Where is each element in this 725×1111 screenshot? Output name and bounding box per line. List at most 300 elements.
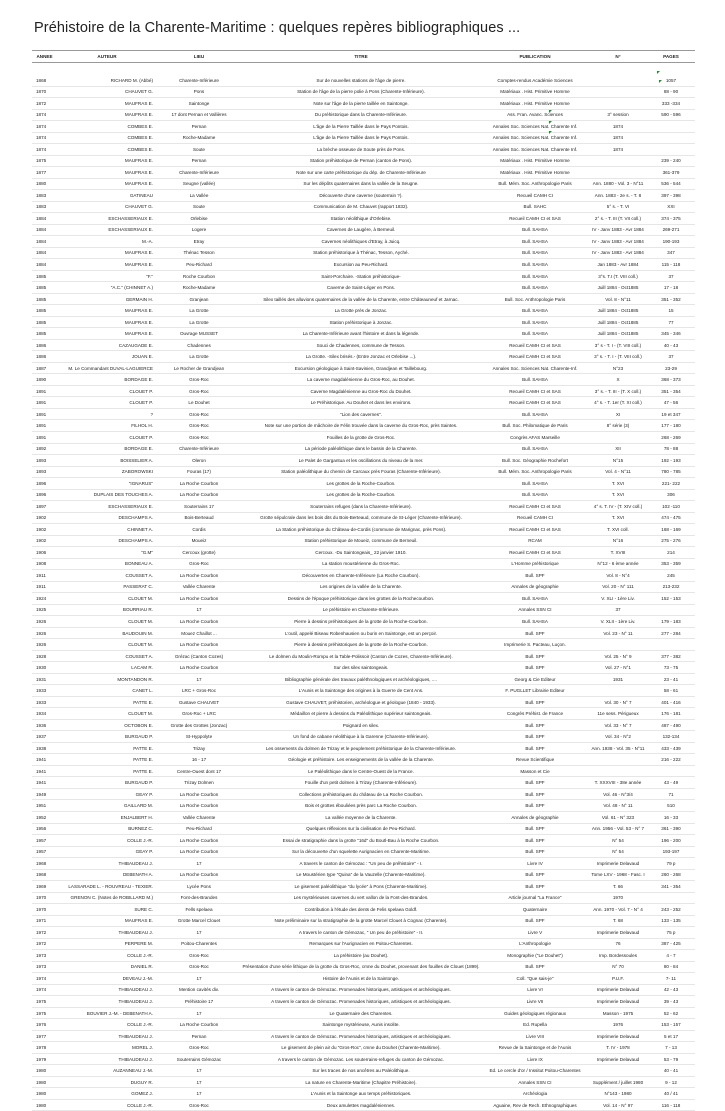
numero-cell: V. XLI - 1ère Liv.	[589, 593, 647, 605]
numero-cell: T. XVI coll.	[589, 524, 647, 536]
table-row	[32, 915, 695, 927]
publication-cell: Annales de géographie	[481, 812, 589, 824]
pages-cell: 306	[647, 489, 695, 501]
titre-cell: Souci de Chadennes, commune de Tesson.	[241, 339, 481, 351]
annee-cell: 1893	[32, 466, 57, 478]
publication-cell: Revue Scientifique	[481, 754, 589, 766]
publication-cell: Livre IV	[481, 858, 589, 870]
titre-cell: Le gisement de plein air du "Gros-Roc", cmne du Douhet (Charente-Maritime).	[241, 1042, 481, 1054]
annee-cell: 1952	[32, 812, 57, 824]
publication-cell: Ed. Le cercle d'or / Inssitut Poitou-Charentes	[481, 1065, 589, 1077]
table-row	[32, 846, 695, 858]
auteur-cell: CLOUET M.	[57, 616, 157, 628]
annee-cell: 1902	[32, 535, 57, 547]
titre-cell: Poignard en silex.	[241, 719, 481, 731]
table-row	[32, 213, 695, 225]
annee-cell: 1956	[32, 823, 57, 835]
lieu-cell: Vallée Charente	[157, 581, 241, 593]
publication-cell: Congrès Préhist. de France	[481, 708, 589, 720]
auteur-cell: THIBAUDEAU J.	[57, 1030, 157, 1042]
publication-cell: Recueil CAMH CI et SAS	[481, 385, 589, 397]
numero-cell: 1874	[589, 132, 647, 144]
titre-cell: La nature en Charente-Maritime (Chapitre Préhistoire).	[241, 1076, 481, 1088]
header-publication: PUBLICATION	[481, 51, 589, 63]
annee-cell: 1928	[32, 650, 57, 662]
publication-cell: RCAM	[481, 535, 589, 547]
auteur-cell: ENJALBERT H.	[57, 812, 157, 824]
auteur-cell: COMBES E.	[57, 144, 157, 156]
annee-cell: 1941	[32, 754, 57, 766]
numero-cell: IV - Janv 1883 - Avr 1884	[589, 224, 647, 236]
table-row	[32, 950, 695, 962]
numero-cell: N°16	[589, 535, 647, 547]
numero-cell	[589, 639, 647, 651]
pages-cell: 190-193	[647, 236, 695, 248]
titre-cell: Cavernes néolithiques d'Etray, à Juicq.	[241, 236, 481, 248]
publication-cell: Bull. SPF	[481, 823, 589, 835]
lieu-cell: La Roche Courbon	[157, 593, 241, 605]
annee-cell: 1874	[32, 121, 57, 133]
pages-cell: 377 - 382	[647, 650, 695, 662]
publication-cell: Bull. SPF	[481, 915, 589, 927]
publication-cell: Comptes-rendus Académie Sciences	[481, 75, 589, 86]
numero-cell: Vol. 48 - N° 11	[589, 800, 647, 812]
auteur-cell: PATTE E.	[57, 696, 157, 708]
publication-cell: Livre VII	[481, 996, 589, 1008]
numero-cell: Juill 1884 - Oct1885	[589, 305, 647, 317]
annee-cell: 1884	[32, 213, 57, 225]
pages-cell: 43 - 49	[647, 777, 695, 789]
annee-cell: 1891	[32, 420, 57, 432]
numero-cell: Vol. 27 - N°1	[589, 662, 647, 674]
titre-cell: Contribution à l'étude des dents de Felis spelaea Goldf.	[241, 904, 481, 916]
lieu-cell: Ouvrage MUSSET	[157, 328, 241, 340]
annee-cell: 1976	[32, 1019, 57, 1031]
pages-cell	[647, 121, 695, 133]
auteur-cell: MAUFRAS E.	[57, 167, 157, 179]
titre-cell: La Grotte. -Silex brisés.- (Entre Jonzac et Orlebise ...).	[241, 351, 481, 363]
auteur-cell: CLOUET P.	[57, 385, 157, 397]
pages-cell: 179 - 183	[647, 616, 695, 628]
titre-cell: Deux amulettes magdaléniennes.	[241, 1099, 481, 1111]
titre-cell: Le préhistoire en Charente-Inférieure.	[241, 604, 481, 616]
titre-cell: Sur la découverte d'un squelette Aurignacien en Charente-Maritime.	[241, 846, 481, 858]
lieu-cell: Gros-Roc	[157, 374, 241, 386]
auteur-cell: MOREL J.	[57, 1042, 157, 1054]
cell-comment-marker	[659, 80, 662, 83]
titre-cell: Gustave CHAUVET, préhistorien, archéologue et géologue (1840 - 1933).	[241, 696, 481, 708]
table-row	[32, 339, 695, 351]
titre-cell: Note sur l'âge de la pierre taillée en Saintonge.	[241, 98, 481, 110]
numero-cell	[589, 75, 647, 86]
annee-cell: 1970	[32, 904, 57, 916]
table-row	[32, 547, 695, 559]
pages-cell	[647, 132, 695, 144]
annee-cell: 1891	[32, 397, 57, 409]
numero-cell: N°143 - 1980	[589, 1088, 647, 1100]
titre-cell: Présentation d'une série lithique de la grotte du Gros-Roc, cmne du Douhet, provenant des fouilles de Clouet (1899).	[241, 961, 481, 973]
lieu-cell: Chadennes	[157, 339, 241, 351]
publication-cell: F. PUGLLET Librairie Editeur	[481, 685, 589, 697]
lieu-cell: Trizay Dolmen	[157, 777, 241, 789]
publication-cell: Recueil CAMH CI et SAS	[481, 213, 589, 225]
lieu-cell: LRC + Gros-Roc	[157, 685, 241, 697]
publication-cell: Annales Soc. Sciences Nat. Charente Inf.	[481, 132, 589, 144]
bibliography-table	[32, 50, 695, 1111]
lieu-cell: Grotte des Grottes (Jonzac)	[157, 719, 241, 731]
numero-cell: Imprimerie Delavaud	[589, 858, 647, 870]
annee-cell: 1936	[32, 719, 57, 731]
publication-cell: Bull. SAHSA	[481, 236, 589, 248]
auteur-cell: GATINEAU	[57, 190, 157, 202]
publication-cell: Livre V	[481, 927, 589, 939]
annee-cell: 1972	[32, 938, 57, 950]
annee-cell: 1957	[32, 846, 57, 858]
auteur-cell: MAUFRAS E.	[57, 247, 157, 259]
titre-cell: Grotte sépulcrale dans les bois dits du Bois-Berteaud, commune de St-Léger (Charente-Inférieure).	[241, 512, 481, 524]
pages-cell	[647, 765, 695, 777]
lieu-cell: Poitou-Charentes	[157, 938, 241, 950]
auteur-cell: DEVEAU J.-M.	[57, 973, 157, 985]
lieu-cell: Seugne (vallée)	[157, 178, 241, 190]
auteur-cell: CLOUET M.	[57, 593, 157, 605]
annee-cell: 1890	[32, 374, 57, 386]
numero-cell: Imprimerie Delavaud	[589, 996, 647, 1008]
lieu-cell: La Roche Courbon	[157, 788, 241, 800]
publication-cell: Bull. SPF	[481, 961, 589, 973]
numero-cell: Imprimerie Delavaud	[589, 984, 647, 996]
titre-cell: Dessins de l'époque préhistorique dans les grottes de la Rochecourbon.	[241, 593, 481, 605]
header-numero: N°	[589, 51, 647, 63]
titre-cell: A travers le canton de Gémozac. Promenades historiques, artistiques et archéologiques.	[241, 996, 481, 1008]
auteur-cell: JOUAN E.	[57, 351, 157, 363]
pages-cell: 37	[647, 270, 695, 282]
numero-cell: T. XVIII	[589, 547, 647, 559]
auteur-cell: CANET L.	[57, 685, 157, 697]
pages-cell: 268 - 269	[647, 431, 695, 443]
lieu-cell: Mention cavités div.	[157, 984, 241, 996]
spacer-row	[32, 63, 695, 76]
numero-cell: T. XXXVIII - 38e année	[589, 777, 647, 789]
annee-cell: 1886	[32, 339, 57, 351]
numero-cell: 1931	[589, 673, 647, 685]
lieu-cell: Gros-Roc	[157, 961, 241, 973]
table-row	[32, 869, 695, 881]
numero-cell: Masson - 1975	[589, 1007, 647, 1019]
annee-cell: 1886	[32, 351, 57, 363]
auteur-cell: BOISSELIER A.	[57, 455, 157, 467]
auteur-cell: PATTE E.	[57, 765, 157, 777]
lieu-cell: Cercoux (grotte)	[157, 547, 241, 559]
table-row	[32, 650, 695, 662]
annee-cell: 1874	[32, 109, 57, 121]
titre-cell: Station préhistorique de Pernan (canton de Pons).	[241, 155, 481, 167]
titre-cell: Collections préhistoriques du château de La Roche Courbon.	[241, 788, 481, 800]
publication-cell: Recueil CAMH CI et SAS	[481, 339, 589, 351]
lieu-cell: La Roche Courbon	[157, 835, 241, 847]
auteur-cell: BURNEZ C.	[57, 823, 157, 835]
publication-cell: Bull. SPF	[481, 777, 589, 789]
cell-comment-marker	[549, 131, 552, 134]
titre-cell: Sur de nouvelles stations de l'âge de pierre.	[241, 75, 481, 86]
titre-cell: Le Préhistorique. Au Douhet et dans les environs.	[241, 397, 481, 409]
lieu-cell: La Roche Courbon	[157, 489, 241, 501]
auteur-cell: MAUFRAS E.	[57, 109, 157, 121]
publication-cell: Bull. SPF	[481, 835, 589, 847]
numero-cell: 11e sess. Périgueux	[589, 708, 647, 720]
titre-cell: Les mystérieuses cavernes du vert vallon de la Font-des-Brandes.	[241, 892, 481, 904]
numero-cell: 3° session	[589, 109, 647, 121]
auteur-cell: GRENON C. (Notes de ROBILLARD M.)	[57, 892, 157, 904]
publication-cell: Monographie ("Le Douhet")	[481, 950, 589, 962]
auteur-cell: DESCHAMPS A.	[57, 512, 157, 524]
publication-cell: Matériaux . Hist. Primitive Homme	[481, 167, 589, 179]
publication-cell: Matériaux . Hist. Primitive Homme	[481, 86, 589, 98]
titre-cell: Les origines de la vallée de la Charente.	[241, 581, 481, 593]
publication-cell: Recueil CAMH CI et SAS	[481, 397, 589, 409]
header-auteur: AUTEUR	[57, 51, 157, 63]
numero-cell: N°15	[589, 455, 647, 467]
publication-cell: Annales Soc. Sciences Nat. Charente Inf.	[481, 121, 589, 133]
titre-cell: La station moustérienne du Gros-Roc.	[241, 558, 481, 570]
titre-cell: Le Palet de Gargantua et les oscillations du niveau de la mer.	[241, 455, 481, 467]
table-row	[32, 662, 695, 674]
pages-cell: 361-379	[647, 167, 695, 179]
annee-cell: 1874	[32, 132, 57, 144]
table-row	[32, 904, 695, 916]
annee-cell: 1868	[32, 75, 57, 86]
numero-cell: Imprimerie Delavaud	[589, 1030, 647, 1042]
auteur-cell: MAUFRAS E.	[57, 155, 157, 167]
auteur-cell: M. Le Commandant DUVAL-LAGUIERCE	[57, 362, 157, 374]
header-pages: PAGES	[647, 51, 695, 63]
auteur-cell: MAUFRAS E.	[57, 915, 157, 927]
auteur-cell: COMBES E.	[57, 132, 157, 144]
publication-cell: Bull. SAHC	[481, 201, 589, 213]
table-row	[32, 639, 695, 651]
pages-cell: 239 - 240	[647, 155, 695, 167]
numero-cell: Ann. 1970 - Vol. 7 - N° 4	[589, 904, 647, 916]
lieu-cell: 17	[157, 673, 241, 685]
table-row	[32, 75, 695, 86]
pages-cell: 243 - 252	[647, 904, 695, 916]
pages-cell: 192 - 193	[647, 455, 695, 467]
annee-cell: 1885	[32, 282, 57, 294]
table-row	[32, 604, 695, 616]
pages-cell: 23 - 41	[647, 673, 695, 685]
titre-cell: Souterrains refuges (dans la Charente-Inférieure).	[241, 501, 481, 513]
table-row	[32, 984, 695, 996]
pages-cell: 177 - 180	[647, 420, 695, 432]
pages-cell: XXI	[647, 201, 695, 213]
annee-cell: 1979	[32, 1053, 57, 1065]
auteur-cell: DEBENATH A.	[57, 869, 157, 881]
pages-cell: 536 - 544	[647, 178, 695, 190]
lieu-cell: 17	[157, 1088, 241, 1100]
table-row	[32, 420, 695, 432]
publication-cell: Bull. SPF	[481, 788, 589, 800]
pages-cell: 347	[647, 247, 695, 259]
numero-cell: T. XVI	[589, 489, 647, 501]
publication-cell: Bull. Mém. Soc. Anthropologie Paris	[481, 178, 589, 190]
table-row	[32, 685, 695, 697]
numero-cell: V. XLII - 1ère Liv.	[589, 616, 647, 628]
lieu-cell: Gros-Roc	[157, 431, 241, 443]
publication-cell: L'Homme préhistorique	[481, 558, 589, 570]
lieu-cell: Souterrains 17	[157, 501, 241, 513]
annee-cell: 1968	[32, 869, 57, 881]
lieu-cell: Gros-Roc	[157, 385, 241, 397]
numero-cell: 1874	[589, 144, 647, 156]
auteur-cell: DUGUY R.	[57, 1076, 157, 1088]
table-row	[32, 558, 695, 570]
numero-cell: Juill 1884 - Oct1885	[589, 316, 647, 328]
annee-cell: 1980	[32, 1076, 57, 1088]
lieu-cell: Le Rocher de Grandjean	[157, 362, 241, 374]
titre-cell: "Lion des cavernes".	[241, 408, 481, 420]
numero-cell	[589, 685, 647, 697]
table-row	[32, 98, 695, 110]
titre-cell: Histoire de l'Aunis et de la Saintonge.	[241, 973, 481, 985]
publication-cell: Bull. SPF	[481, 881, 589, 893]
lieu-cell: Pernan	[157, 1030, 241, 1042]
numero-cell: 3°s. T.I (T. VIII coll.)	[589, 270, 647, 282]
pages-cell: 353 - 359	[647, 558, 695, 570]
titre-cell: Découverte d'une caverne (souterrain ?).	[241, 190, 481, 202]
numero-cell: Ann. 1938 - Vol. 35 - N°11	[589, 742, 647, 754]
table-row	[32, 374, 695, 386]
auteur-cell: ESCHASSERIAUX E.	[57, 501, 157, 513]
table-row	[32, 812, 695, 824]
pages-cell: 216 - 222	[647, 754, 695, 766]
table-row	[32, 938, 695, 950]
annee-cell: 1938	[32, 742, 57, 754]
publication-cell: Bull. SAHSA	[481, 408, 589, 420]
titre-cell: Remarques sur l'Aurignacien en Poitou-Charentes.	[241, 938, 481, 950]
pages-cell: 9 - 12	[647, 1076, 695, 1088]
pages-cell: 214	[647, 547, 695, 559]
titre-cell: La Charente-Inférieure avant l'histoire et dans la légende.	[241, 328, 481, 340]
publication-cell: Bull. Soc. Géographie Rochefort	[481, 455, 589, 467]
annee-cell: 1949	[32, 788, 57, 800]
publication-cell: Livre VI	[481, 984, 589, 996]
numero-cell: IV - Janv 1883 - Avr 1884	[589, 247, 647, 259]
auteur-cell: MAUFRAS E.	[57, 305, 157, 317]
lieu-cell: Gustave CHAUVET	[157, 696, 241, 708]
lieu-cell: Trizay	[157, 742, 241, 754]
numero-cell: 4° s. - T. 1er (T. XI coll.)	[589, 397, 647, 409]
lieu-cell: La Roche Courbon	[157, 846, 241, 858]
publication-cell: Bull. SAHSA	[481, 443, 589, 455]
pages-cell: 397 - 398	[647, 190, 695, 202]
auteur-cell: OCTOBON E.	[57, 719, 157, 731]
auteur-cell: BORDAGE E.	[57, 374, 157, 386]
publication-cell: Bull. SPF	[481, 696, 589, 708]
auteur-cell: "G.M"	[57, 547, 157, 559]
annee-cell: 1872	[32, 98, 57, 110]
lieu-cell: Mouez Chaillot ...	[157, 627, 241, 639]
publication-cell: Recueil CAMH CI et SAS	[481, 501, 589, 513]
numero-cell: 1970	[589, 892, 647, 904]
table-row	[32, 673, 695, 685]
lieu-cell: 17	[157, 927, 241, 939]
publication-cell: Bull. Mém. Soc. Anthropologie Paris	[481, 466, 589, 478]
titre-cell: L'âge de la Pierre Taillée dans le Pays Pontois.	[241, 121, 481, 133]
publication-cell: Livre IX	[481, 1053, 589, 1065]
titre-cell: Les grottes de la Roche-Courbon.	[241, 478, 481, 490]
titre-cell: Station préhistorique de Moueiz, commune de Berneuil.	[241, 535, 481, 547]
header-row	[32, 51, 695, 63]
lieu-cell: Thénac Tesson	[157, 247, 241, 259]
pages-cell	[647, 639, 695, 651]
lieu-cell: Le Douhet	[157, 397, 241, 409]
lieu-cell: Gros-Roc + LRC	[157, 708, 241, 720]
annee-cell: 1926	[32, 627, 57, 639]
auteur-cell: GOMEZ J.	[57, 1088, 157, 1100]
pages-cell: 132-134	[647, 731, 695, 743]
auteur-cell: ?	[57, 408, 157, 420]
numero-cell: XII	[589, 443, 647, 455]
pages-cell: 590 - 596	[647, 109, 695, 121]
annee-cell: 1911	[32, 581, 57, 593]
table-row	[32, 431, 695, 443]
table-row	[32, 293, 695, 305]
publication-cell: Recueil CAMH CI et SAS	[481, 524, 589, 536]
auteur-cell: BAUDOUIN M.	[57, 627, 157, 639]
table-row	[32, 178, 695, 190]
lieu-cell: St-Hyppolyte	[157, 731, 241, 743]
annee-cell: 1911	[32, 570, 57, 582]
lieu-cell: La Roche Courbon	[157, 616, 241, 628]
annee-cell: 1971	[32, 915, 57, 927]
titre-cell: Caverne Magdalénienne au Gros-Roc du Douhet.	[241, 385, 481, 397]
annee-cell: 1975	[32, 996, 57, 1008]
lieu-cell: La Roche Courbon	[157, 570, 241, 582]
pages-cell: 277 - 284	[647, 627, 695, 639]
auteur-cell: CHAUVET G.	[57, 201, 157, 213]
table-row	[32, 282, 695, 294]
lieu-cell: La Grotte	[157, 316, 241, 328]
titre-cell: La préhistoire (au Douhet).	[241, 950, 481, 962]
titre-cell: A travers le canton de Gémozac. Promenades historiques, artistiques et archéologiques.	[241, 984, 481, 996]
pages-cell: 19 et 347	[647, 408, 695, 420]
table-row	[32, 362, 695, 374]
pages-cell: 341 - 354	[647, 881, 695, 893]
publication-cell: Bull. SAHSA	[481, 247, 589, 259]
auteur-cell: DESCHAMPS A.	[57, 535, 157, 547]
auteur-cell: "IGNARUS"	[57, 478, 157, 490]
table-row	[32, 535, 695, 547]
numero-cell: Imprimerie Delavaud	[589, 927, 647, 939]
publication-cell: Bull. SPF	[481, 627, 589, 639]
numero-cell: 37	[589, 604, 647, 616]
titre-cell: Découvertes en Charente-Inférieure (La Roche Courbon).	[241, 570, 481, 582]
auteur-cell: BOURRIAU R.	[57, 604, 157, 616]
numero-cell: P.U.F.	[589, 973, 647, 985]
numero-cell: T. XVI	[589, 512, 647, 524]
publication-cell: Recueil CAMH CI et SAS	[481, 351, 589, 363]
lieu-cell: Centre-Ouest dont 17	[157, 765, 241, 777]
pages-cell: 153 - 157	[647, 1019, 695, 1031]
titre-cell: Le Quaternaire des Charentes.	[241, 1007, 481, 1019]
auteur-cell: THIBAUDEAU J.	[57, 927, 157, 939]
lieu-cell: Oleron	[157, 455, 241, 467]
titre-cell: Station de l'âge de la pierre polie à Pons (Charente-Inférieure).	[241, 86, 481, 98]
titre-cell: Station néolithique d'Orlebise.	[241, 213, 481, 225]
pages-cell: 115 - 118	[647, 259, 695, 271]
auteur-cell: PATTE E.	[57, 754, 157, 766]
pages-cell: 40 / 41	[647, 1088, 695, 1100]
